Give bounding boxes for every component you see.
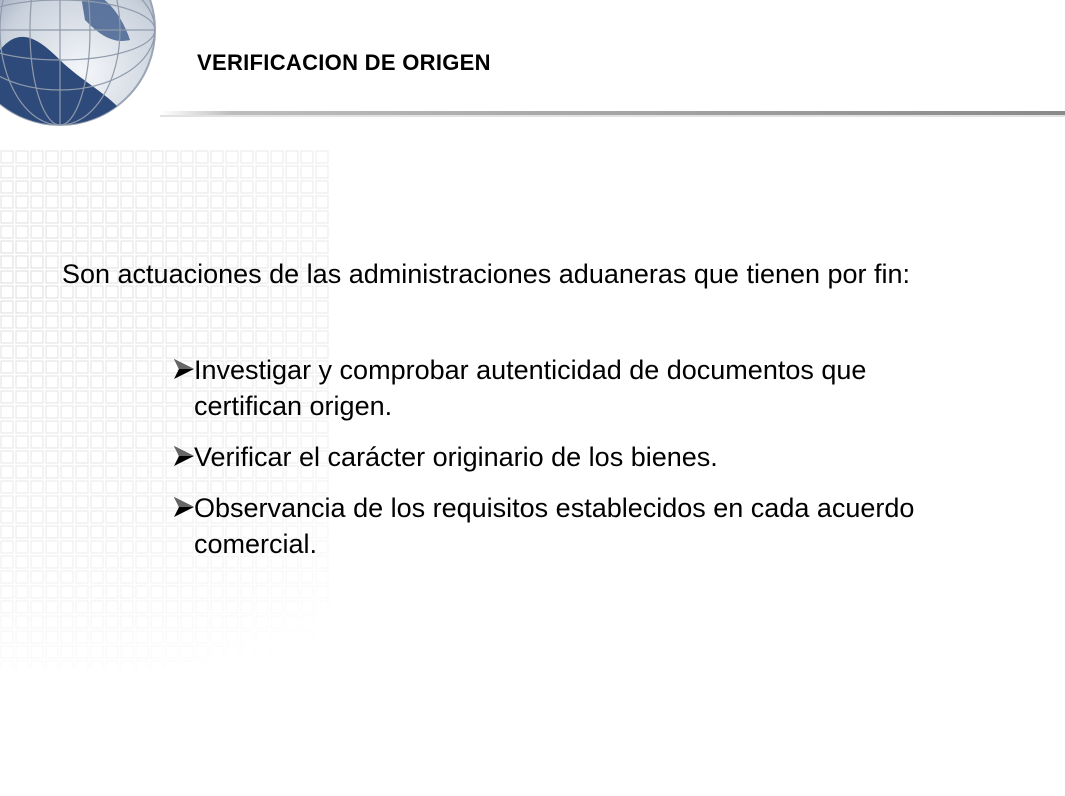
globe-icon xyxy=(0,0,160,130)
bullet-item xyxy=(172,352,932,424)
arrowhead-bullet-icon xyxy=(172,444,196,468)
intro-paragraph: Son actuaciones de las administraciones aduaneras que tienen por fin: xyxy=(62,259,911,289)
bullet-list xyxy=(172,352,932,577)
slide-title: VERIFICACION DE ORIGEN xyxy=(197,50,491,75)
bullet-item xyxy=(172,439,932,475)
bullet-text: Observancia de los requisitos establecidos en cada acuerdo comercial. xyxy=(194,493,915,559)
bullet-item xyxy=(172,490,932,562)
title-divider xyxy=(160,108,1065,120)
arrowhead-bullet-icon xyxy=(172,357,196,381)
bullet-text: Investigar y comprobar autenticidad de documentos que certifican origen. xyxy=(194,355,867,421)
bullet-text: Verificar el carácter originario de los bienes. xyxy=(194,442,718,472)
arrowhead-bullet-icon xyxy=(172,495,196,519)
